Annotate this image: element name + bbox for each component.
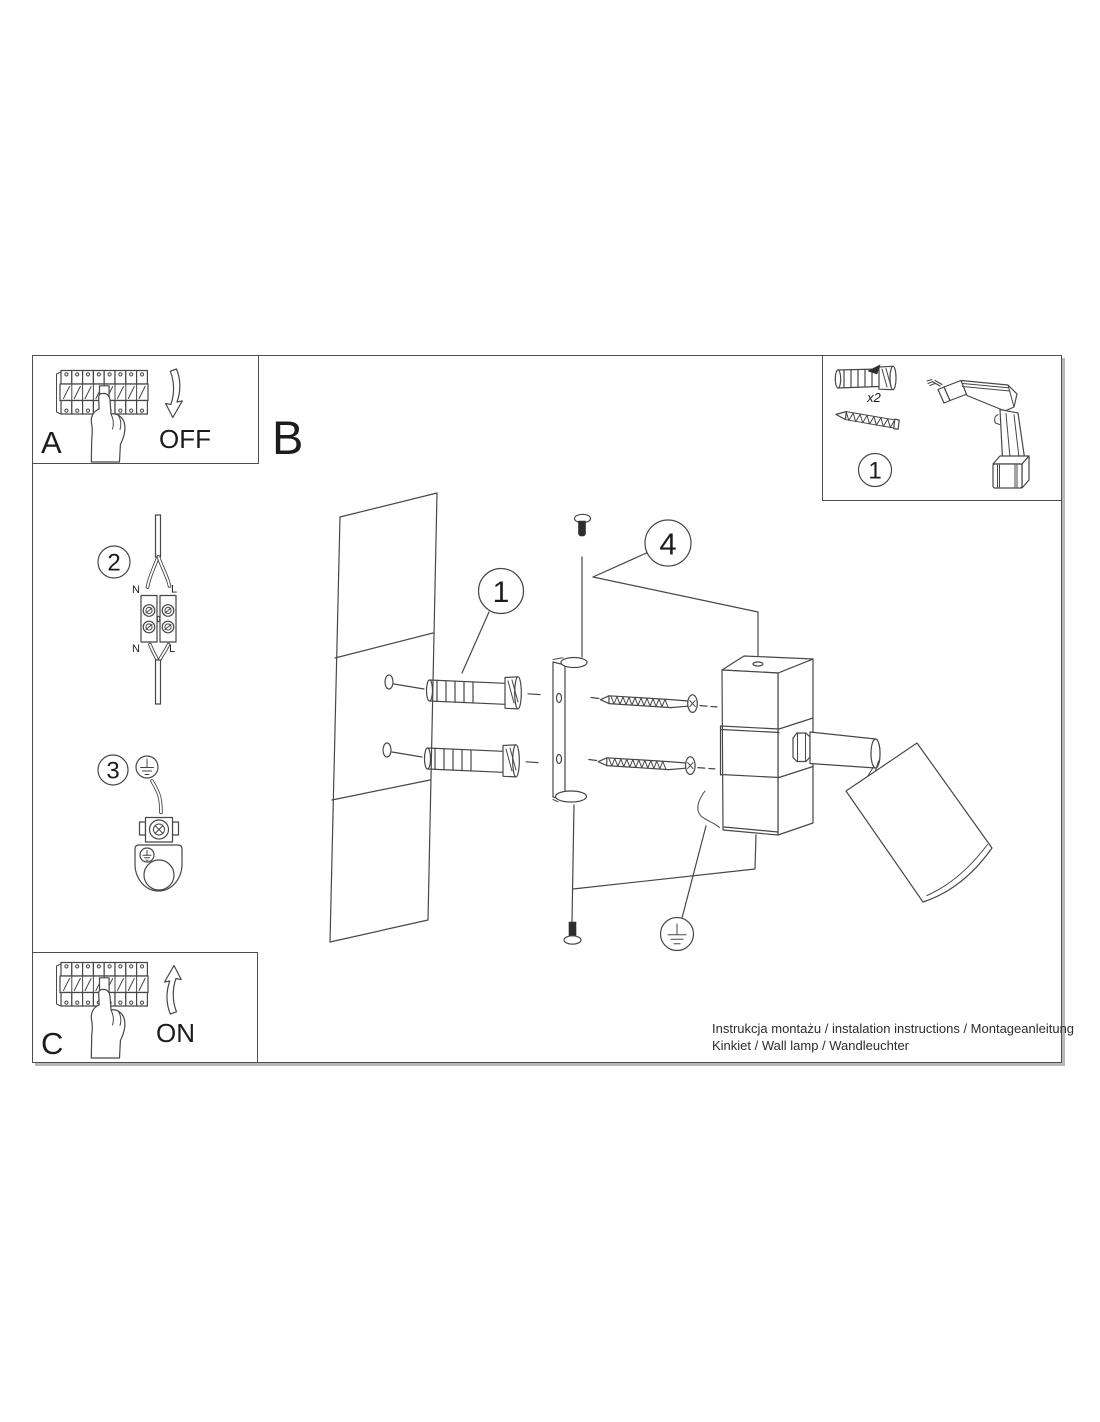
- earth-terminal-icon: [140, 818, 179, 843]
- wiring-step-diagram: [90, 500, 210, 715]
- wire-l-top-label: L: [170, 583, 178, 596]
- earth-wire-icon: [152, 781, 161, 813]
- ground-symbol-icon: [136, 756, 158, 778]
- ground-step-diagram: [95, 745, 205, 905]
- callout-anchors: [462, 569, 524, 674]
- lamp-arm: [810, 732, 880, 768]
- terminal-block-icon: [141, 596, 176, 643]
- caption-line-1: Instrukcja montażu / instalation instructions / Montageanleitung: [712, 1021, 1075, 1036]
- callout-ground-number: 3: [106, 757, 120, 785]
- callout-ground: [98, 755, 128, 785]
- power-on-label: ON: [156, 1018, 195, 1048]
- mounting-bracket: [553, 658, 587, 803]
- lamp-body: [698, 656, 880, 835]
- panel-power-on: [33, 952, 258, 1062]
- arrow-up-icon: [165, 966, 182, 1015]
- wall-panel: [330, 493, 437, 942]
- caption: [712, 1021, 1074, 1054]
- main-assembly-diagram: [300, 457, 1010, 980]
- wire-l-bottom-label: L: [168, 643, 176, 655]
- arrow-down-icon: [166, 369, 183, 418]
- panel-a-label: A: [41, 425, 62, 460]
- panel-power-off: [33, 356, 259, 464]
- power-off-label: OFF: [159, 424, 211, 454]
- callout-tools-number: 1: [868, 457, 882, 485]
- swivel-knob: [793, 733, 810, 762]
- fixing-screw-top: [575, 514, 591, 657]
- mains-cable-icon: [148, 515, 170, 587]
- anchor-quantity-label: x2: [867, 390, 881, 405]
- step-b-label: B: [272, 411, 304, 464]
- screw-icon: [835, 410, 899, 429]
- wall-anchor-bottom: [425, 745, 539, 777]
- callout-screws-number: 4: [659, 526, 677, 562]
- callout-anchors-number: 1: [492, 576, 510, 609]
- lamp-cable-icon: [150, 645, 169, 705]
- panel-c-label: C: [41, 1026, 64, 1061]
- mounting-screw-bottom: [589, 757, 715, 775]
- callout-wiring: [98, 546, 130, 578]
- wall-plug-icon: [835, 365, 896, 390]
- callout-screws: [593, 520, 758, 656]
- wire-n-top-label: N: [132, 584, 140, 596]
- lamp-cable-curve: [698, 791, 720, 828]
- callout-wiring-number: 2: [107, 549, 121, 577]
- caption-line-2: Kinkiet / Wall lamp / Wandleuchter: [712, 1037, 909, 1053]
- ground-callout: [661, 826, 707, 951]
- mounting-screw-top: [591, 695, 717, 713]
- wire-n-bottom-label: N: [132, 643, 140, 655]
- wall-mount-icon: [135, 845, 182, 891]
- wall-anchor-top: [427, 677, 541, 709]
